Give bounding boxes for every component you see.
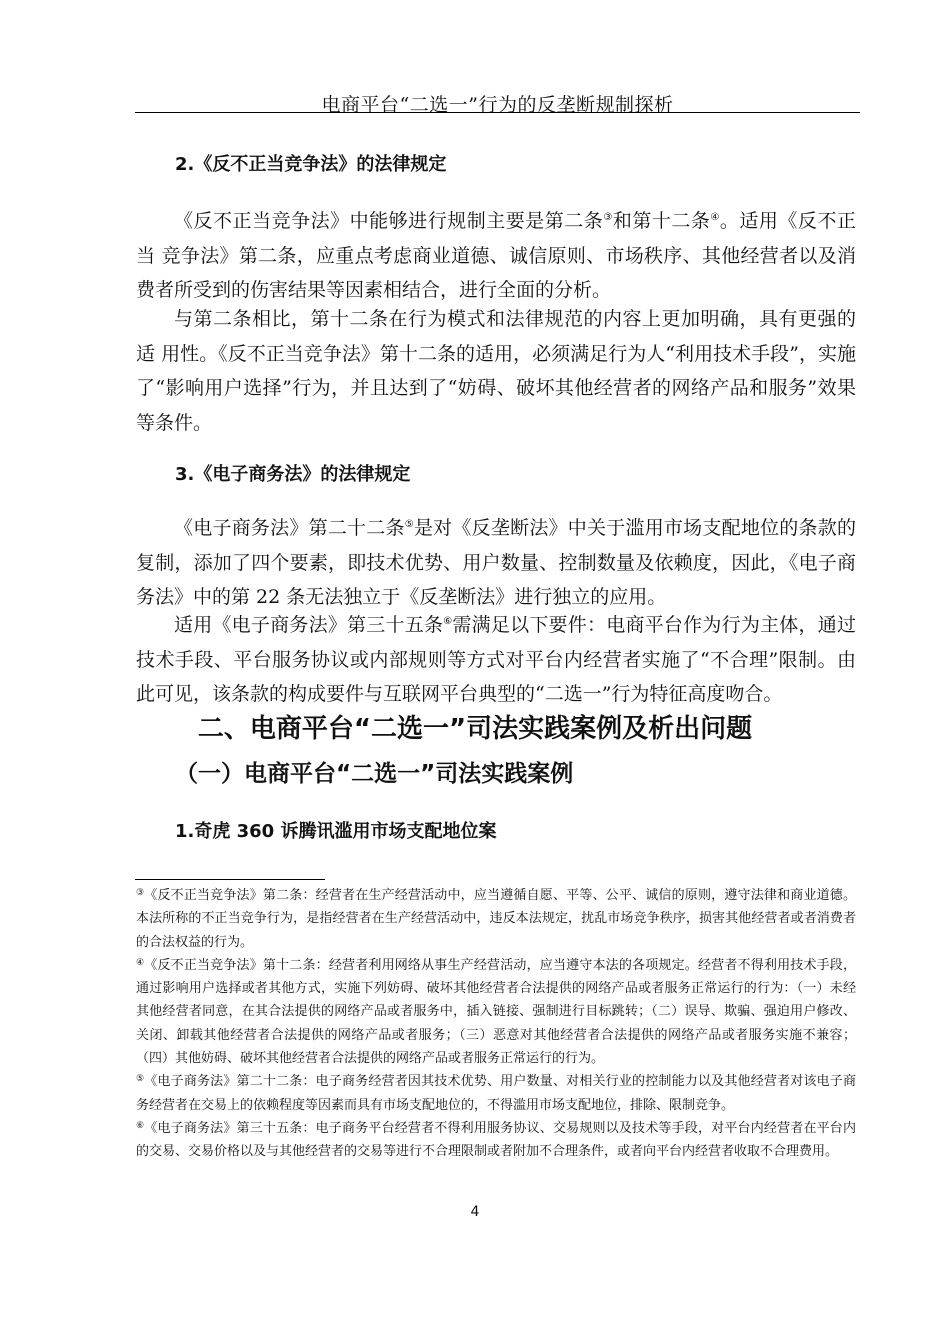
section-heading-e-commerce-law: 3.《电子商务法》的法律规定 bbox=[175, 464, 411, 485]
footnote-mark: ③ bbox=[136, 888, 145, 898]
section-heading-anti-unfair-competition: 2.《反不正当竞争法》的法律规定 bbox=[175, 154, 447, 175]
paragraph-text: 和第十二条 bbox=[612, 210, 711, 232]
chapter-title: 二、电商平台“二选一”司法实践案例及析出问题 bbox=[197, 714, 753, 744]
footnote-mark: ⑥ bbox=[136, 1120, 145, 1131]
paragraph-text: 适用《电子商务法》第三十五条 bbox=[174, 614, 444, 636]
page-number: 4 bbox=[470, 1204, 480, 1220]
footnote-3 bbox=[136, 884, 856, 954]
footnote-4 bbox=[136, 954, 856, 1070]
footnote-divider bbox=[135, 879, 325, 880]
footnote-text: 《电子商务法》第二十二条：电子商务经营者因其技术优势、用户数量、对相关行业的控制能力以及其他经营者对该电子商务经营者在交易上的依赖程度等因素而具有市场支配地位的，不得滥用市场支配地位，排除、限制竞争。 bbox=[136, 1074, 856, 1113]
paragraph-text: 《电子商务法》第二十二条 bbox=[174, 517, 405, 539]
paragraph-text: 《反不正当竞争法》中能够进行规制主要是第二条 bbox=[174, 210, 604, 232]
case-heading: 1.奇虎 360 诉腾讯滥用市场支配地位案 bbox=[175, 821, 497, 842]
running-header: 电商平台“二选一”行为的反垄断规制探析 bbox=[321, 94, 674, 116]
footnote-ref-4[interactable]: ④ bbox=[710, 212, 720, 223]
header-divider bbox=[135, 112, 860, 113]
paragraph-text: 是对《反垄断法》中关于滥用市场支配地位的条款的复制，添加了四个要素，即技术优势、用户数量、控制数量及依赖度，因此，《电子商务法》中的第 22 条无法独立于《反垄断法》进行独立的应用。 bbox=[136, 517, 856, 608]
footnote-text: 《反不正当竞争法》第二条：经营者在生产经营活动中，应当遵循自愿、平等、公平、诚信的原则，遵守法律和商业道德。本法所称的不正当竞争行为，是指经营者在生产经营活动中，违反本法规定，扰乱市场竞争秩序，损害其他经营者或者消费者的合法权益的行为。 bbox=[136, 888, 856, 950]
paragraph-e-commerce-law-1 bbox=[136, 511, 856, 615]
paragraph-anti-unfair-competition-1 bbox=[136, 204, 856, 308]
footnote-ref-6[interactable]: ⑥ bbox=[443, 616, 453, 627]
paragraph-text: 。适用《反不正当 竞争法》第二条，应重点考虑商业道德、诚信原则、市场秩序、其他经营者以及消费者所受到的伤害结果等因素相结合，进行全面的分析。 bbox=[136, 210, 856, 301]
paragraph-anti-unfair-competition-2: 与第二条相比，第十二条在行为模式和法律规范的内容上更加明确，具有更强的适 用性。《反不正当竞争法》第十二条的适用，必须满足行为人“利用技术手段”，实施了“影响用户选择”行为，并且达到了“妨碍、破坏其他经营者的网络产品和服务”效果等条件。 bbox=[136, 308, 856, 434]
footnote-mark: ④ bbox=[136, 957, 145, 968]
footnote-ref-3[interactable]: ③ bbox=[603, 212, 613, 223]
subsection-title: （一）电商平台“二选一”司法实践案例 bbox=[175, 761, 574, 787]
paragraph-e-commerce-law-2 bbox=[136, 608, 856, 712]
footnote-text: 《反不正当竞争法》第十二条：经营者利用网络从事生产经营活动，应当遵守本法的各项规定。经营者不得利用技术手段，通过影响用户选择或者其他方式，实施下列妨碍、破坏其他经营者合法提供的网络产品或者服务正常运行的行为：（一）未经其他经营者同意，在其合法提供的网络产品或者服务中，插入链接、强制进行目标跳转；（二）误导、欺骗、强迫用户修改、关闭、卸载其他经营者合法提供的网络产品或者服务；（三）恶意对其他经营者合法提供的网络产品或者服务实施不兼容；（四）其他妨碍、破坏其他经营者合法提供的网络产品或者服务正常运行的行为。 bbox=[136, 957, 856, 1067]
paragraph-text: 需满足以下要件：电商平台作为行为主体，通过技术手段、平台服务协议或内部规则等方式对平台内经营者实施了“不合理”限制。由此可见，该条款的构成要件与互联网平台典型的“二选一”行为特征高度吻合。 bbox=[136, 614, 856, 705]
footnote-5 bbox=[136, 1070, 856, 1117]
footnote-text: 《电子商务法》第三十五条：电子商务平台经营者不得利用服务协议、交易规则以及技术等手段，对平台内经营者在平台内的交易、交易价格以及与其他经营者的交易等进行不合理限制或者附加不合理条件，或者向平台内经营者收取不合理费用。 bbox=[136, 1120, 856, 1160]
footnote-ref-5[interactable]: ⑤ bbox=[404, 519, 414, 530]
footnote-mark: ⑤ bbox=[136, 1074, 145, 1085]
footnote-6 bbox=[136, 1117, 856, 1164]
footnotes bbox=[136, 884, 856, 1164]
